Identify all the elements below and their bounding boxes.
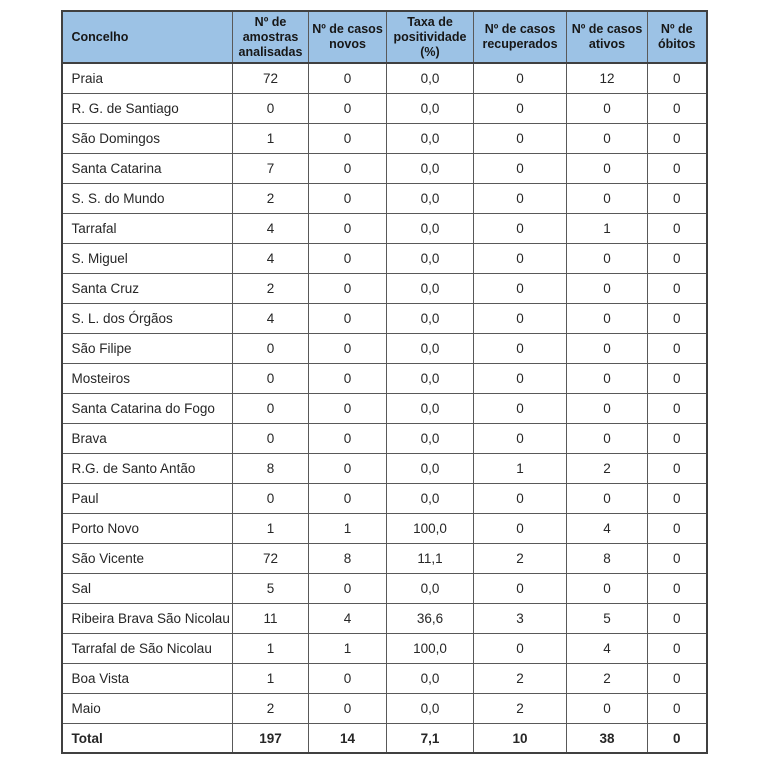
cell-recuperados: 0 — [474, 423, 567, 453]
column-header-novos: Nº de casos novos — [309, 11, 387, 63]
cell-amostras: 2 — [233, 693, 309, 723]
cell-taxa: 0,0 — [387, 363, 474, 393]
cell-amostras: 1 — [233, 513, 309, 543]
cell-recuperados: 10 — [474, 723, 567, 753]
cell-taxa: 0,0 — [387, 183, 474, 213]
cell-obitos: 0 — [648, 573, 707, 603]
cell-taxa: 0,0 — [387, 213, 474, 243]
cell-novos: 0 — [309, 483, 387, 513]
cell-obitos: 0 — [648, 633, 707, 663]
cell-novos: 0 — [309, 213, 387, 243]
cell-novos: 0 — [309, 153, 387, 183]
cell-concelho: S. L. dos Órgãos — [62, 303, 233, 333]
cell-amostras: 8 — [233, 453, 309, 483]
cell-taxa: 0,0 — [387, 63, 474, 93]
cell-novos: 0 — [309, 63, 387, 93]
cell-novos: 0 — [309, 273, 387, 303]
table-row — [62, 363, 707, 393]
cell-taxa: 0,0 — [387, 393, 474, 423]
cell-recuperados: 0 — [474, 303, 567, 333]
cell-taxa: 0,0 — [387, 573, 474, 603]
table-row — [62, 573, 707, 603]
table-row — [62, 483, 707, 513]
cell-concelho: Boa Vista — [62, 663, 233, 693]
cell-ativos: 0 — [567, 483, 648, 513]
cell-concelho: Paul — [62, 483, 233, 513]
cell-amostras: 197 — [233, 723, 309, 753]
cell-concelho: São Domingos — [62, 123, 233, 153]
cell-taxa: 36,6 — [387, 603, 474, 633]
cell-concelho: Mosteiros — [62, 363, 233, 393]
cell-amostras: 0 — [233, 483, 309, 513]
cell-taxa: 0,0 — [387, 423, 474, 453]
cell-obitos: 0 — [648, 183, 707, 213]
cell-ativos: 5 — [567, 603, 648, 633]
cell-obitos: 0 — [648, 663, 707, 693]
cell-novos: 0 — [309, 363, 387, 393]
cell-obitos: 0 — [648, 123, 707, 153]
cell-ativos: 12 — [567, 63, 648, 93]
table-row — [62, 513, 707, 543]
cell-amostras: 2 — [233, 273, 309, 303]
cell-ativos: 0 — [567, 183, 648, 213]
table-row — [62, 393, 707, 423]
cell-concelho: R.G. de Santo Antão — [62, 453, 233, 483]
table-row — [62, 633, 707, 663]
cell-recuperados: 2 — [474, 543, 567, 573]
cell-ativos: 2 — [567, 453, 648, 483]
cell-novos: 0 — [309, 423, 387, 453]
cell-ativos: 0 — [567, 573, 648, 603]
cell-recuperados: 0 — [474, 393, 567, 423]
table-row — [62, 453, 707, 483]
cell-concelho: São Vicente — [62, 543, 233, 573]
cell-ativos: 1 — [567, 213, 648, 243]
cell-recuperados: 0 — [474, 333, 567, 363]
cell-amostras: 1 — [233, 123, 309, 153]
cell-recuperados: 0 — [474, 273, 567, 303]
table-row — [62, 303, 707, 333]
table-row — [62, 273, 707, 303]
cell-ativos: 4 — [567, 513, 648, 543]
cell-recuperados: 0 — [474, 363, 567, 393]
cell-ativos: 8 — [567, 543, 648, 573]
cell-novos: 0 — [309, 393, 387, 423]
cell-concelho: Porto Novo — [62, 513, 233, 543]
cell-recuperados: 0 — [474, 483, 567, 513]
cell-taxa: 0,0 — [387, 453, 474, 483]
cell-recuperados: 0 — [474, 633, 567, 663]
cell-concelho: Brava — [62, 423, 233, 453]
cell-novos: 0 — [309, 663, 387, 693]
cell-ativos: 2 — [567, 663, 648, 693]
cell-taxa: 100,0 — [387, 633, 474, 663]
cell-ativos: 0 — [567, 123, 648, 153]
cell-recuperados: 0 — [474, 153, 567, 183]
cell-novos: 0 — [309, 693, 387, 723]
cell-recuperados: 0 — [474, 243, 567, 273]
cell-novos: 14 — [309, 723, 387, 753]
cell-taxa: 0,0 — [387, 123, 474, 153]
cell-concelho: Total — [62, 723, 233, 753]
cell-concelho: Maio — [62, 693, 233, 723]
cell-taxa: 0,0 — [387, 663, 474, 693]
cell-concelho: Santa Catarina do Fogo — [62, 393, 233, 423]
table-row — [62, 123, 707, 153]
cell-ativos: 4 — [567, 633, 648, 663]
cell-taxa: 0,0 — [387, 333, 474, 363]
cell-recuperados: 0 — [474, 573, 567, 603]
table-row — [62, 693, 707, 723]
cell-concelho: Santa Catarina — [62, 153, 233, 183]
cell-amostras: 72 — [233, 63, 309, 93]
cell-concelho: Tarrafal de São Nicolau — [62, 633, 233, 663]
cell-concelho: Praia — [62, 63, 233, 93]
cell-taxa: 0,0 — [387, 153, 474, 183]
column-header-recuperados: Nº de casos recuperados — [474, 11, 567, 63]
cell-taxa: 11,1 — [387, 543, 474, 573]
cell-obitos: 0 — [648, 543, 707, 573]
cell-recuperados: 2 — [474, 693, 567, 723]
cell-amostras: 72 — [233, 543, 309, 573]
cell-novos: 0 — [309, 243, 387, 273]
cell-obitos: 0 — [648, 423, 707, 453]
cell-amostras: 0 — [233, 93, 309, 123]
cell-obitos: 0 — [648, 333, 707, 363]
cell-concelho: R. G. de Santiago — [62, 93, 233, 123]
cell-novos: 1 — [309, 633, 387, 663]
cell-obitos: 0 — [648, 693, 707, 723]
cell-ativos: 0 — [567, 363, 648, 393]
cell-recuperados: 1 — [474, 453, 567, 483]
column-header-amostras: Nº de amostras analisadas — [233, 11, 309, 63]
table-row — [62, 93, 707, 123]
cell-taxa: 0,0 — [387, 93, 474, 123]
cell-ativos: 0 — [567, 273, 648, 303]
cell-recuperados: 0 — [474, 183, 567, 213]
cell-novos: 0 — [309, 123, 387, 153]
cell-obitos: 0 — [648, 213, 707, 243]
table-row — [62, 333, 707, 363]
table-row — [62, 423, 707, 453]
cell-ativos: 0 — [567, 243, 648, 273]
cell-ativos: 0 — [567, 693, 648, 723]
table-row — [62, 543, 707, 573]
cell-recuperados: 0 — [474, 123, 567, 153]
cell-taxa: 0,0 — [387, 303, 474, 333]
table-row — [62, 63, 707, 93]
cell-amostras: 1 — [233, 633, 309, 663]
cell-amostras: 11 — [233, 603, 309, 633]
cell-ativos: 0 — [567, 93, 648, 123]
cell-novos: 1 — [309, 513, 387, 543]
table-row — [62, 183, 707, 213]
table-row — [62, 663, 707, 693]
column-header-taxa: Taxa de positividade (%) — [387, 11, 474, 63]
table-row — [62, 213, 707, 243]
cell-obitos: 0 — [648, 603, 707, 633]
cell-amostras: 0 — [233, 393, 309, 423]
cell-novos: 0 — [309, 93, 387, 123]
column-header-concelho: Concelho — [62, 11, 233, 63]
cell-ativos: 38 — [567, 723, 648, 753]
cell-concelho: S. Miguel — [62, 243, 233, 273]
cell-novos: 0 — [309, 303, 387, 333]
table-header-row — [62, 11, 707, 63]
cell-concelho: Sal — [62, 573, 233, 603]
cell-concelho: S. S. do Mundo — [62, 183, 233, 213]
cell-concelho: São Filipe — [62, 333, 233, 363]
cell-recuperados: 3 — [474, 603, 567, 633]
cell-novos: 8 — [309, 543, 387, 573]
cell-concelho: Tarrafal — [62, 213, 233, 243]
cell-amostras: 1 — [233, 663, 309, 693]
cell-amostras: 2 — [233, 183, 309, 213]
column-header-ativos: Nº de casos ativos — [567, 11, 648, 63]
cell-taxa: 0,0 — [387, 243, 474, 273]
cell-recuperados: 0 — [474, 213, 567, 243]
table-row — [62, 243, 707, 273]
cell-recuperados: 0 — [474, 63, 567, 93]
cell-obitos: 0 — [648, 243, 707, 273]
cell-obitos: 0 — [648, 153, 707, 183]
cell-obitos: 0 — [648, 483, 707, 513]
cell-taxa: 0,0 — [387, 483, 474, 513]
column-header-obitos: Nº de óbitos — [648, 11, 707, 63]
cell-amostras: 0 — [233, 423, 309, 453]
cell-ativos: 0 — [567, 153, 648, 183]
cell-recuperados: 2 — [474, 663, 567, 693]
cell-ativos: 0 — [567, 423, 648, 453]
cell-obitos: 0 — [648, 273, 707, 303]
cell-amostras: 4 — [233, 213, 309, 243]
covid-municipality-table — [61, 10, 708, 754]
cell-concelho: Santa Cruz — [62, 273, 233, 303]
cell-ativos: 0 — [567, 333, 648, 363]
cell-taxa: 0,0 — [387, 273, 474, 303]
table-row — [62, 603, 707, 633]
cell-obitos: 0 — [648, 303, 707, 333]
cell-amostras: 0 — [233, 333, 309, 363]
cell-concelho: Ribeira Brava São Nicolau — [62, 603, 233, 633]
cell-novos: 0 — [309, 573, 387, 603]
cell-novos: 0 — [309, 333, 387, 363]
cell-obitos: 0 — [648, 513, 707, 543]
cell-obitos: 0 — [648, 723, 707, 753]
cell-amostras: 4 — [233, 243, 309, 273]
cell-taxa: 100,0 — [387, 513, 474, 543]
cell-amostras: 5 — [233, 573, 309, 603]
cell-obitos: 0 — [648, 453, 707, 483]
cell-amostras: 4 — [233, 303, 309, 333]
cell-amostras: 0 — [233, 363, 309, 393]
cell-novos: 0 — [309, 183, 387, 213]
cell-novos: 0 — [309, 453, 387, 483]
cell-taxa: 0,0 — [387, 693, 474, 723]
cell-obitos: 0 — [648, 393, 707, 423]
total-row — [62, 723, 707, 753]
cell-amostras: 7 — [233, 153, 309, 183]
cell-ativos: 0 — [567, 393, 648, 423]
table-row — [62, 153, 707, 183]
cell-obitos: 0 — [648, 363, 707, 393]
cell-obitos: 0 — [648, 93, 707, 123]
cell-taxa: 7,1 — [387, 723, 474, 753]
cell-obitos: 0 — [648, 63, 707, 93]
cell-ativos: 0 — [567, 303, 648, 333]
cell-recuperados: 0 — [474, 93, 567, 123]
cell-recuperados: 0 — [474, 513, 567, 543]
cell-novos: 4 — [309, 603, 387, 633]
